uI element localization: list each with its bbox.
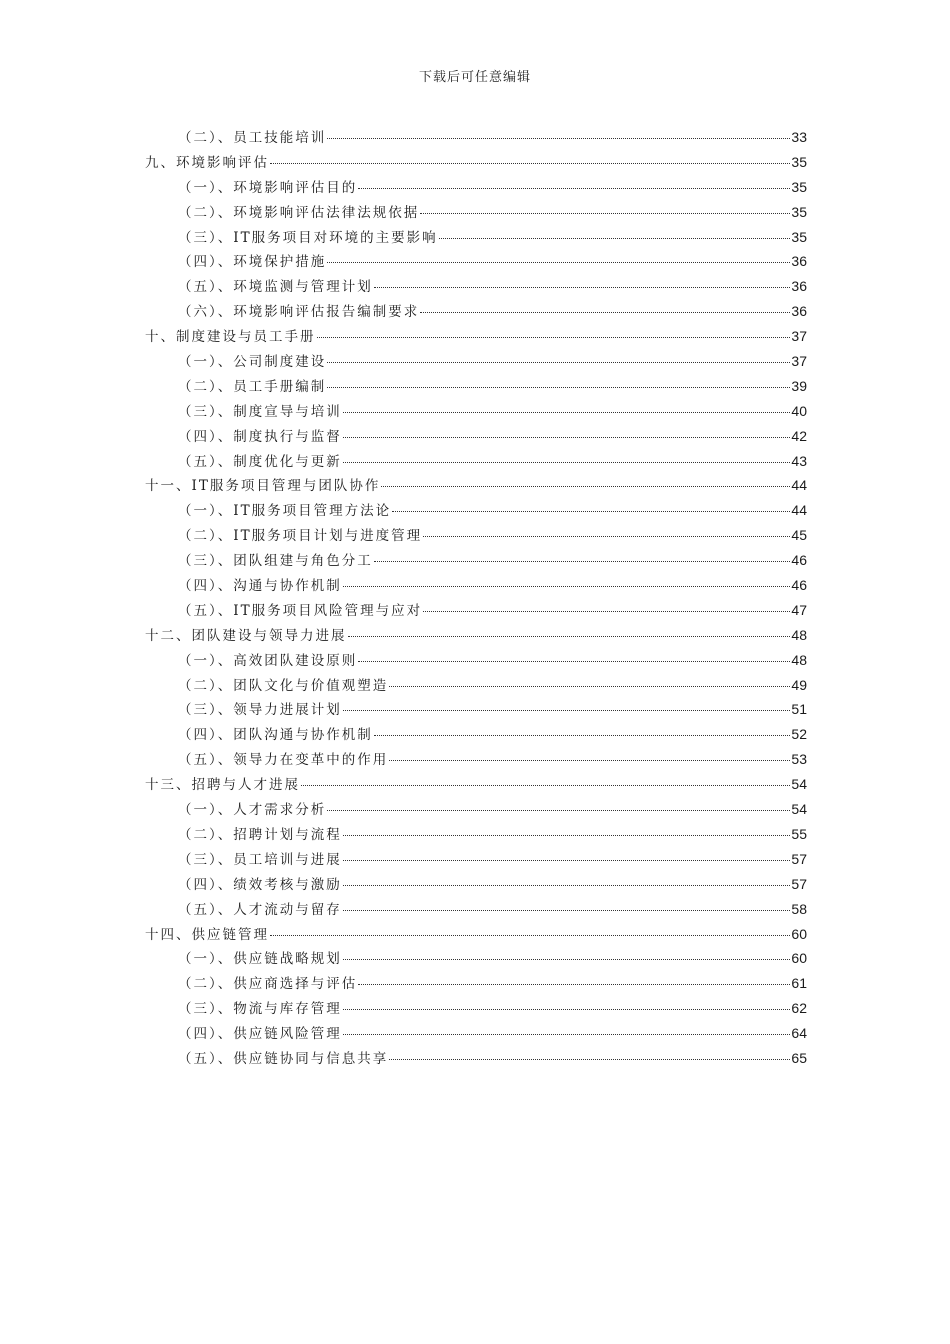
toc-entry-title: （一）、IT服务项目管理方法论 (178, 503, 392, 520)
toc-page-number: 44 (791, 477, 807, 494)
toc-page-number: 48 (791, 651, 807, 668)
toc-entry-title: （四）、团队沟通与协作机制 (178, 727, 373, 744)
toc-page-number: 49 (791, 676, 807, 693)
toc-section-entry[interactable] (145, 1047, 807, 1072)
toc-page-number: 35 (791, 153, 807, 170)
toc-dot-leader (392, 511, 790, 512)
toc-section-entry[interactable] (145, 698, 807, 723)
toc-page-number: 33 (791, 129, 807, 145)
toc-dot-leader (374, 735, 791, 736)
toc-page-number: 47 (791, 601, 807, 618)
toc-section-entry[interactable] (145, 375, 807, 400)
toc-section-entry[interactable] (145, 599, 807, 624)
toc-dot-leader (420, 213, 790, 214)
toc-entry-title: （五）、环境监测与管理计划 (178, 279, 373, 296)
toc-page-number: 36 (791, 253, 807, 270)
toc-section-entry[interactable] (145, 250, 807, 275)
toc-dot-leader (327, 810, 790, 811)
toc-page-number: 57 (791, 875, 807, 892)
toc-section-entry[interactable] (145, 275, 807, 300)
toc-page-number: 35 (791, 228, 807, 245)
toc-entry-title: （二）、环境影响评估法律法规依据 (178, 204, 420, 221)
toc-page-number: 55 (791, 825, 807, 842)
toc-dot-leader (343, 586, 791, 587)
page-header: 下载后可任意编辑 (418, 70, 531, 85)
toc-chapter-entry[interactable] (145, 325, 807, 350)
toc-section-entry[interactable] (145, 574, 807, 599)
toc-section-entry[interactable] (145, 748, 807, 773)
toc-chapter-entry[interactable] (145, 624, 807, 649)
toc-dot-leader (343, 885, 791, 886)
toc-dot-leader (343, 437, 791, 438)
toc-page-number: 57 (791, 850, 807, 867)
toc-page-number: 58 (791, 900, 807, 917)
toc-page-number: 52 (791, 726, 807, 743)
toc-entry-title: 十、制度建设与员工手册 (145, 329, 316, 346)
toc-entry-title: 九、环境影响评估 (145, 154, 269, 171)
toc-page-number: 65 (791, 1049, 807, 1066)
toc-dot-leader (343, 462, 791, 463)
toc-entry-title: （四）、绩效考核与激励 (178, 876, 342, 893)
toc-page-number: 35 (791, 203, 807, 220)
toc-entry-title: （一）、公司制度建设 (178, 354, 327, 371)
toc-page-number: 60 (791, 950, 807, 967)
toc-page-number: 64 (791, 1025, 807, 1042)
toc-section-entry[interactable] (145, 425, 807, 450)
toc-dot-leader (327, 138, 790, 139)
toc-page-number: 48 (791, 626, 807, 643)
toc-page-number: 45 (791, 527, 807, 544)
toc-entry-title: （二）、招聘计划与流程 (178, 826, 342, 843)
toc-entry-title: （三）、团队组建与角色分工 (178, 553, 373, 570)
toc-entry-title: 十二、团队建设与领导力进展 (145, 627, 347, 644)
toc-chapter-entry[interactable] (145, 773, 807, 798)
toc-dot-leader (301, 785, 790, 786)
toc-page-number: 60 (791, 925, 807, 942)
toc-section-entry[interactable] (145, 723, 807, 748)
toc-entry-title: （一）、环境影响评估目的 (178, 179, 358, 196)
toc-dot-leader (358, 188, 790, 189)
toc-chapter-entry[interactable] (145, 151, 807, 176)
toc-page-number: 39 (791, 377, 807, 394)
toc-dot-leader (317, 337, 791, 338)
toc-dot-leader (374, 561, 791, 562)
toc-page-number: 36 (791, 278, 807, 295)
toc-dot-leader (439, 238, 791, 239)
toc-section-entry[interactable] (145, 1022, 807, 1047)
toc-section-entry[interactable] (145, 898, 807, 923)
toc-entry-title: （三）、制度宣导与培训 (178, 403, 342, 420)
toc-section-entry[interactable] (145, 873, 807, 898)
toc-page-number: 53 (791, 751, 807, 768)
toc-entry-title: （四）、供应链风险管理 (178, 1026, 342, 1043)
toc-section-entry[interactable] (145, 176, 807, 201)
toc-dot-leader (348, 636, 791, 637)
toc-entry-title: （四）、沟通与协作机制 (178, 578, 342, 595)
toc-entry-title: （三）、物流与库存管理 (178, 1001, 342, 1018)
toc-section-entry[interactable] (145, 798, 807, 823)
toc-entry-title: （二）、IT服务项目计划与进度管理 (178, 528, 423, 545)
toc-section-entry[interactable] (145, 400, 807, 425)
table-of-contents (145, 126, 807, 1072)
toc-dot-leader (343, 959, 791, 960)
toc-section-entry[interactable] (145, 823, 807, 848)
toc-dot-leader (343, 910, 791, 911)
toc-dot-leader (270, 163, 790, 164)
toc-section-entry[interactable] (145, 450, 807, 475)
toc-entry-title: （五）、供应链协同与信息共享 (178, 1050, 389, 1067)
toc-page-number: 40 (791, 402, 807, 419)
toc-page-number: 46 (791, 552, 807, 569)
toc-entry-title: （二）、员工手册编制 (178, 378, 327, 395)
toc-page-number: 61 (791, 975, 807, 992)
toc-page-number: 51 (791, 701, 807, 718)
toc-page-number: 42 (791, 427, 807, 444)
toc-section-entry[interactable] (145, 549, 807, 574)
toc-page-number: 36 (791, 303, 807, 320)
toc-entry-title: （三）、领导力进展计划 (178, 702, 342, 719)
toc-entry-title: （五）、制度优化与更新 (178, 453, 342, 470)
toc-section-entry[interactable] (145, 972, 807, 997)
toc-section-entry[interactable] (145, 649, 807, 674)
toc-dot-leader (374, 287, 791, 288)
toc-page-number: 37 (791, 353, 807, 370)
toc-dot-leader (327, 387, 790, 388)
toc-entry-title: 十一、IT服务项目管理与团队协作 (145, 478, 381, 495)
toc-dot-leader (327, 362, 790, 363)
toc-dot-leader (358, 984, 790, 985)
toc-page-number: 44 (791, 502, 807, 519)
toc-entry-title: （五）、IT服务项目风险管理与应对 (178, 602, 423, 619)
toc-dot-leader (389, 686, 790, 687)
toc-dot-leader (389, 760, 790, 761)
toc-entry-title: 十四、供应链管理 (145, 926, 269, 943)
toc-entry-title: （三）、员工培训与进展 (178, 851, 342, 868)
toc-section-entry[interactable] (145, 947, 807, 972)
toc-chapter-entry[interactable] (145, 474, 807, 499)
toc-entry-title: （一）、供应链战略规划 (178, 951, 342, 968)
toc-dot-leader (358, 661, 790, 662)
toc-section-entry[interactable] (145, 848, 807, 873)
toc-section-entry[interactable] (145, 674, 807, 699)
toc-section-entry[interactable] (145, 201, 807, 226)
toc-dot-leader (389, 1059, 790, 1060)
toc-section-entry[interactable] (145, 524, 807, 549)
toc-page-number: 54 (791, 776, 807, 793)
toc-page-number: 37 (791, 328, 807, 345)
toc-entry-title: （二）、团队文化与价值观塑造 (178, 677, 389, 694)
toc-dot-leader (423, 536, 790, 537)
toc-page-number: 35 (791, 178, 807, 195)
toc-dot-leader (343, 1034, 791, 1035)
toc-page-number: 46 (791, 577, 807, 594)
toc-page-number: 54 (791, 801, 807, 818)
toc-dot-leader (343, 1009, 791, 1010)
toc-dot-leader (423, 611, 790, 612)
toc-dot-leader (343, 412, 791, 413)
toc-section-entry[interactable] (145, 226, 807, 251)
toc-dot-leader (381, 486, 790, 487)
toc-entry-title: 十三、招聘与人才进展 (145, 777, 300, 794)
toc-entry-title: （三）、IT服务项目对环境的主要影响 (178, 229, 438, 246)
toc-entry-title: （六）、环境影响评估报告编制要求 (178, 304, 420, 321)
toc-section-entry[interactable] (145, 350, 807, 375)
toc-dot-leader (270, 935, 790, 936)
toc-entry-title: （一）、人才需求分析 (178, 802, 327, 819)
toc-entry-title: （四）、制度执行与监督 (178, 428, 342, 445)
toc-entry-title: （一）、高效团队建设原则 (178, 652, 358, 669)
toc-entry-title: （五）、人才流动与留存 (178, 901, 342, 918)
toc-page-number: 43 (791, 452, 807, 469)
toc-section-entry[interactable] (145, 499, 807, 524)
toc-entry-title: （四）、环境保护措施 (178, 254, 327, 271)
toc-dot-leader (420, 312, 790, 313)
toc-chapter-entry[interactable] (145, 923, 807, 948)
toc-dot-leader (343, 835, 791, 836)
toc-entry-title: （二）、员工技能培训 (178, 130, 327, 146)
toc-dot-leader (343, 860, 791, 861)
toc-section-entry[interactable] (145, 126, 807, 151)
toc-dot-leader (327, 262, 790, 263)
toc-section-entry[interactable] (145, 997, 807, 1022)
toc-entry-title: （五）、领导力在变革中的作用 (178, 752, 389, 769)
toc-dot-leader (343, 710, 791, 711)
toc-entry-title: （二）、供应商选择与评估 (178, 976, 358, 993)
toc-section-entry[interactable] (145, 300, 807, 325)
toc-page-number: 62 (791, 1000, 807, 1017)
